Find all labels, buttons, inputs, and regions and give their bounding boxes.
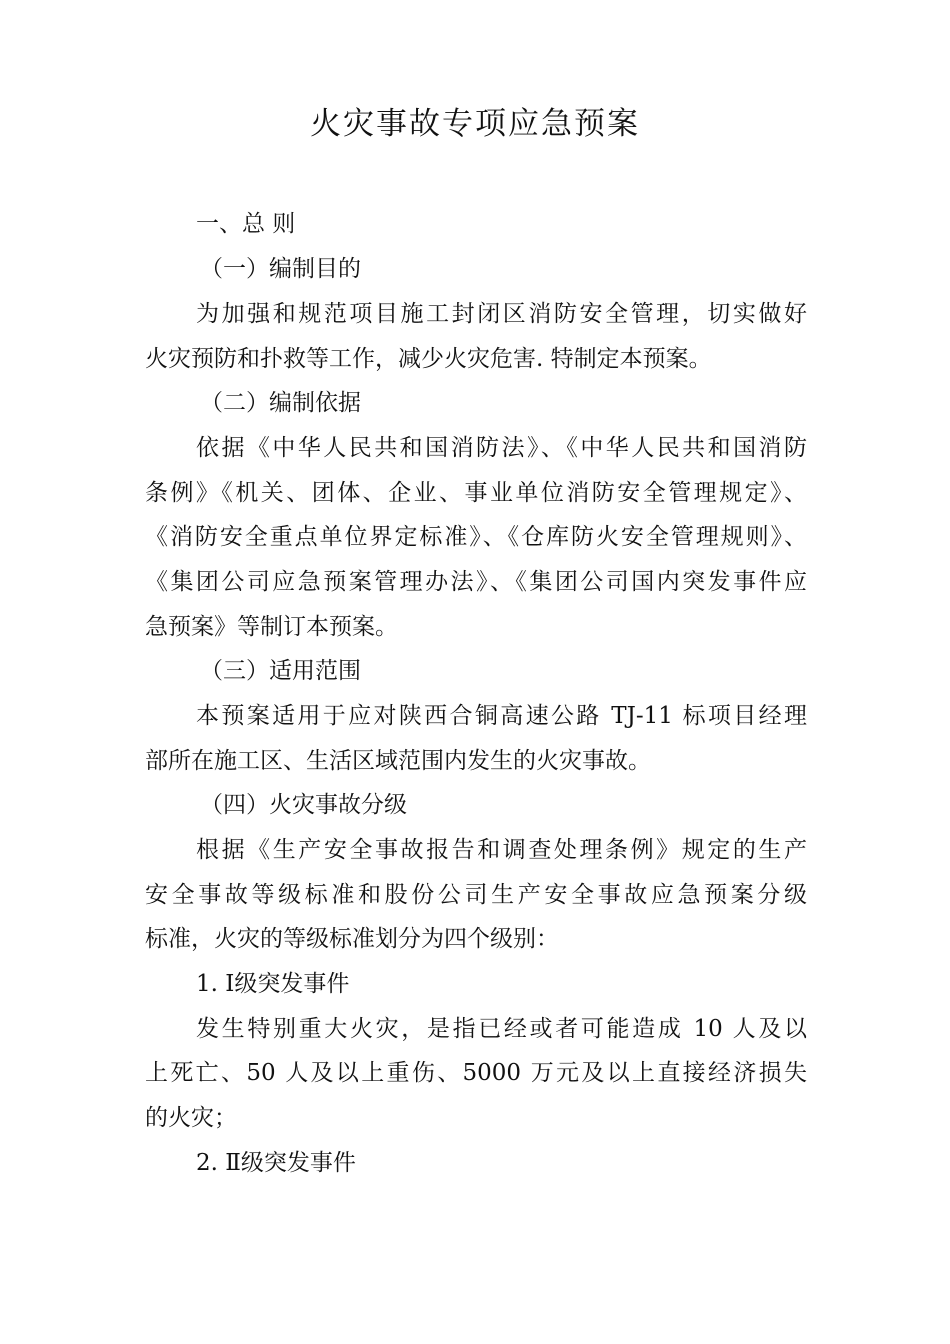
paragraph-line: 依据《中华人民共和国消防法》、《中华人民共和国消防 — [196, 435, 807, 461]
paragraph-line: 本预案适用于应对陕西合铜高速公路 TJ-11 标项目经理 — [196, 703, 807, 729]
paragraph-line: 《集团公司应急预案管理办法》、《集团公司国内突发事件应 — [145, 569, 807, 595]
subsection-heading-basis: （二）编制依据 — [200, 390, 361, 416]
paragraph-line: 火灾预防和扑救等工作，减少火灾危害. 特制定本预案。 — [145, 346, 712, 372]
section-heading-general: 一、总 则 — [196, 211, 296, 237]
paragraph-line: 急预案》等制订本预案。 — [145, 614, 398, 640]
paragraph-line: 安全事故等级标准和股份公司生产安全事故应急预案分级 — [145, 882, 807, 908]
paragraph-line: 《消防安全重点单位界定标准》、《仓库防火安全管理规则》、 — [145, 524, 807, 550]
paragraph-line: 为加强和规范项目施工封闭区消防安全管理，切实做好 — [196, 301, 807, 327]
paragraph-line: 部所在施工区、生活区域范围内发生的火灾事故。 — [145, 748, 651, 774]
paragraph-line: 上死亡、50 人及以上重伤、5000 万元及以上直接经济损失 — [145, 1060, 807, 1086]
document-title: 火灾事故专项应急预案 — [310, 106, 640, 142]
paragraph-line: 条例》《机关、团体、企业、事业单位消防安全管理规定》、 — [145, 480, 807, 506]
paragraph-line: 发生特别重大火灾，是指已经或者可能造成 10 人及以 — [196, 1016, 807, 1042]
subsection-heading-purpose: （一）编制目的 — [200, 256, 361, 282]
paragraph-line: 的火灾； — [145, 1105, 237, 1131]
list-item-level-2: 2. Ⅱ级突发事件 — [196, 1150, 356, 1176]
paragraph-line: 根据《生产安全事故报告和调查处理条例》规定的生产 — [196, 837, 807, 863]
subsection-heading-scope: （三）适用范围 — [200, 658, 361, 684]
paragraph-line: 标准，火灾的等级标准划分为四个级别： — [145, 926, 559, 952]
list-item-level-1: 1. Ⅰ级突发事件 — [196, 971, 350, 997]
subsection-heading-classification: （四）火灾事故分级 — [200, 792, 407, 818]
